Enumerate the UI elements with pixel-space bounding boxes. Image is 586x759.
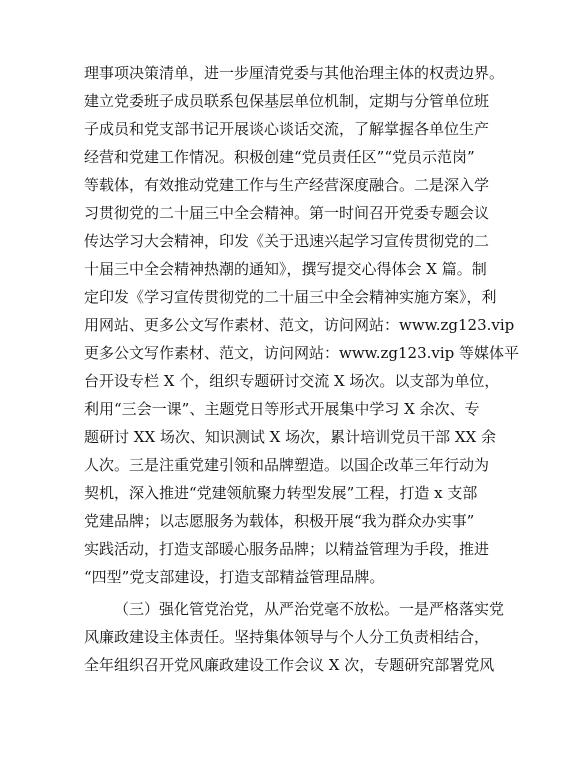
text-line: 实践活动，打造支部暖心服务品牌；以精益管理为手段，推进 <box>84 540 490 558</box>
text-line: 利用“三会一课”、主题党日等形式开展集中学习 X 余次、专 <box>84 400 480 418</box>
text-line: 全年组织召开党风廉政建设工作会议 X 次，专题研究部署党风 <box>84 656 495 674</box>
text-line: “四型”党支部建设，打造支部精益管理品牌。 <box>84 568 385 586</box>
text-line: 契机，深入推进“党建领航聚力转型发展”工程，打造 x 支部 <box>84 484 478 502</box>
text-line: 更多公文写作素材、范文，访问网站：www.zg123.vip 等媒体平 <box>84 344 520 362</box>
section-heading-line: （三）强化管党治党，从严治党毫不放松。一是严格落实党 <box>114 600 505 618</box>
text-line: 十届三中全会精神热潮的通知》，撰写提交心得体会 X 篇。制 <box>84 260 487 278</box>
text-line: 理事项决策清单，进一步厘清党委与其他治理主体的权责边界。 <box>84 64 505 82</box>
text-line: 建立党委班子成员联系包保基层单位机制，定期与分管单位班 <box>84 92 490 110</box>
text-line: 人次。三是注重党建引领和品牌塑造。以国企改革三年行动为 <box>84 456 490 474</box>
text-line: 风廉政建设主体责任。坚持集体领导与个人分工负责相结合， <box>84 628 490 646</box>
text-line: 台开设专栏 X 个，组织专题研讨交流 X 场次。以支部为单位， <box>84 372 500 390</box>
text-line: 经营和党建工作情况。积极创建“党员责任区”“党员示范岗” <box>84 148 475 166</box>
text-line: 题研讨 XX 场次、知识测试 X 场次，累计培训党员干部 XX 余 <box>84 428 497 446</box>
text-line: 定印发《学习宣传贯彻党的二十届三中全会精神实施方案》，利 <box>84 288 497 306</box>
text-line: 习贯彻党的二十届三中全会精神。第一时间召开党委专题会议 <box>84 204 490 222</box>
text-line: 等载体，有效推动党建工作与生产经营深度融合。二是深入学 <box>84 176 490 194</box>
text-line: 子成员和党支部书记开展谈心谈话交流，了解掌握各单位生产 <box>84 120 490 138</box>
text-line: 党建品牌；以志愿服务为载体，积极开展“我为群众办实事” <box>84 512 475 530</box>
text-line: 用网站、更多公文写作素材、范文，访问网站：www.zg123.vip <box>84 316 515 334</box>
text-line: 传达学习大会精神，印发《关于迅速兴起学习宣传贯彻党的二 <box>84 232 490 250</box>
